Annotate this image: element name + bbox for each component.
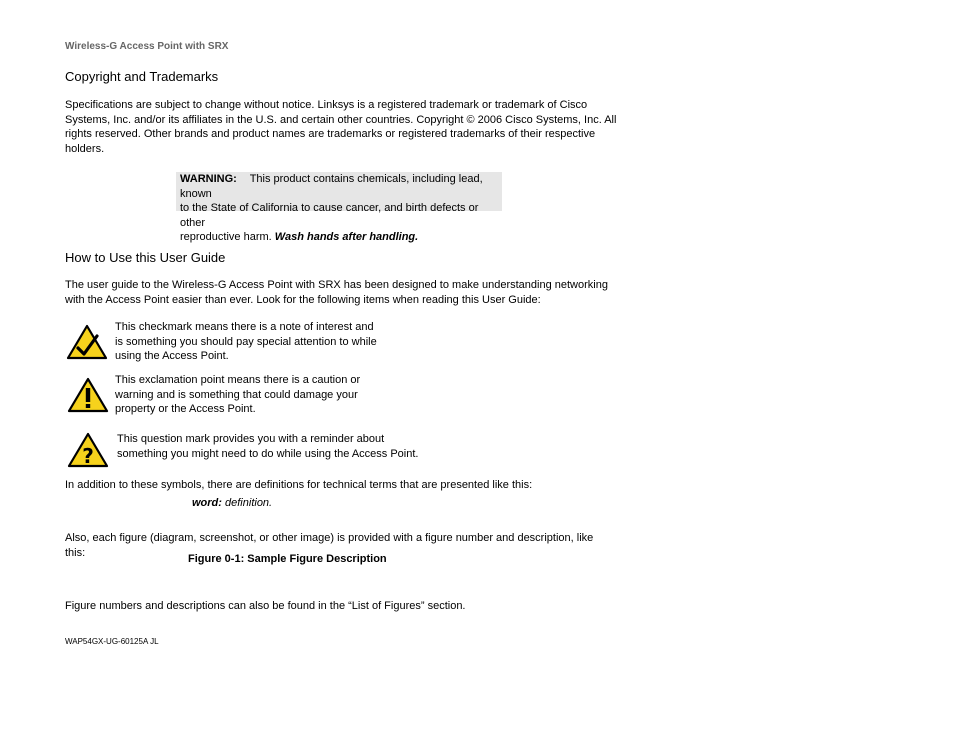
question-icon [67, 432, 109, 468]
icon-text-line: using the Access Point. [115, 350, 229, 363]
definition-text: definition. [225, 497, 273, 509]
warning-box [176, 172, 502, 244]
exclamation-description [115, 373, 360, 417]
figure-intro-line: this: [65, 546, 86, 559]
definitions-intro: In addition to these symbols, there are definitions for technical terms that are presented like this: [65, 479, 533, 491]
copyright-line: rights reserved. Other brands and product names are trademarks or registered trademarks of their respective [65, 128, 596, 141]
icon-text-line: This exclamation point means there is a caution or [115, 374, 361, 386]
icon-text-line: is something you should pay special attention to while [115, 335, 377, 348]
guide-heading: How to Use this User Guide [65, 250, 226, 265]
copyright-heading: Copyright and Trademarks [65, 69, 219, 84]
icon-text-line: property or the Access Point. [115, 403, 256, 416]
guide-intro-line: with the Access Point easier than ever. Look for the following items when reading this User Guide: [65, 293, 541, 306]
copyright-line: Systems, Inc. and/or its affiliates in the U.S. and certain other countries. Copyright © 2006 Cisco Systems, Inc. All [65, 113, 617, 126]
checkmark-icon [66, 324, 108, 360]
svg-text:?: ? [82, 444, 94, 468]
definition-example [192, 497, 272, 509]
figure-caption: Figure 0-1: Sample Figure Description [188, 553, 387, 565]
guide-intro [65, 278, 608, 307]
icon-text-line: something you might need to do while using the Access Point. [117, 447, 419, 460]
icon-text-line: This checkmark means there is a note of interest and [115, 321, 374, 333]
icon-text-line: This question mark provides you with a reminder about [117, 433, 385, 445]
figures-note: Figure numbers and descriptions can also be found in the “List of Figures” section. [65, 600, 466, 612]
figure-intro-line: Also, each figure (diagram, screenshot, or other image) is provided with a figure number and description, like [65, 532, 594, 544]
warning-line: reproductive harm. [180, 231, 272, 244]
document-id: WAP54GX-UG-60125A JL [65, 637, 159, 646]
running-header: Wireless-G Access Point with SRX [65, 41, 229, 52]
definition-term: word: [192, 497, 222, 509]
exclamation-icon [67, 377, 109, 413]
warning-line: This product contains chemicals, including lead, known [180, 173, 483, 200]
copyright-paragraph [65, 98, 616, 156]
question-description [117, 432, 418, 461]
copyright-line: holders. [65, 142, 105, 155]
copyright-line: Specifications are subject to change without notice. Linksys is a registered trademark or trademark of Cisco [65, 99, 588, 111]
checkmark-description [115, 320, 377, 364]
warning-emphasis: Wash hands after handling. [274, 231, 419, 244]
icon-text-line: warning and is something that could damage your [115, 388, 358, 401]
warning-line: to the State of California to cause cancer, and birth defects or other [180, 202, 479, 229]
warning-label: WARNING: [180, 173, 237, 185]
guide-intro-line: The user guide to the Wireless-G Access Point with SRX has been designed to make understanding networking [65, 279, 608, 291]
